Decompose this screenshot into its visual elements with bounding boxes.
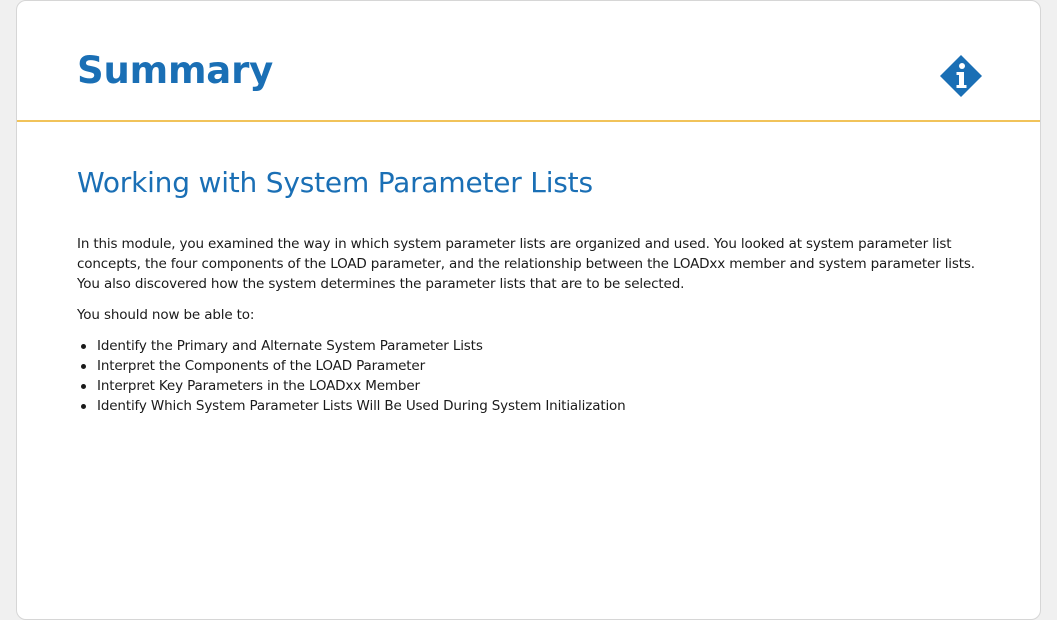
outcomes-list [77,336,987,416]
info-icon[interactable] [940,55,982,97]
list-item: Identify the Primary and Alternate System Parameter Lists [97,336,987,356]
summary-header [17,1,1040,122]
summary-card [16,0,1041,620]
summary-content [77,163,987,416]
list-item: Identify Which System Parameter Lists Will Be Used During System Initialization [97,396,987,416]
list-item: Interpret the Components of the LOAD Parameter [97,356,987,376]
page-title: Summary [77,49,274,92]
section-heading: Working with System Parameter Lists [77,166,593,199]
outcomes-lead: You should now be able to: [77,307,255,323]
list-item: Interpret Key Parameters in the LOADxx Member [97,376,987,396]
summary-paragraph: In this module, you examined the way in which system parameter lists are organized and used. You looked at system parameter list concepts, the four components of the LOAD parameter, and the relationship between the LOADxx member and system parameter lists. You also discovered how the system determines the parameter lists that are to be selected. [77,236,975,292]
